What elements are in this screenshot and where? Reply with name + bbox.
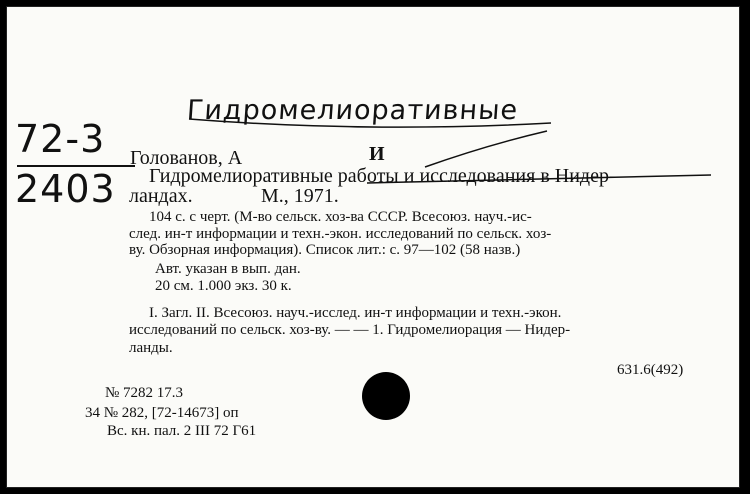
description-line-3: ву. Обзорная информация). Список лит.: с. 97—102 (58 назв.) [129,242,521,258]
title-line-2: ландах. [129,185,193,207]
note-line-1: Авт. указан в вып. дан. [155,261,301,277]
description-line-1: 104 с. с черт. (М-во сельск. хоз-ва СССР. Всесоюз. науч.-ис- [149,209,532,225]
footer-line-1: № 7282 17.3 [105,385,184,401]
title-line-1: Гидромелиоративные работы и исследования в Нидер- [149,165,616,187]
footer-line-3: Вс. кн. пал. 2 III 72 Г61 [107,423,257,439]
footer-line-2: 34 № 282, [72-14673] оп [85,405,239,421]
catalog-card [6,6,740,488]
handwritten-call-number-bottom: 2403 [15,167,116,211]
tracing-line-2: исследований по сельск. хоз-ву. — — 1. Гидромелиорация — Нидер- [129,322,571,338]
author-mark: И [369,143,385,165]
classification-number: 631.6(492) [617,362,684,378]
tracing-line-1: I. Загл. II. Всесоюз. науч.-исслед. ин-т информации и техн.-экон. [149,305,562,321]
note-line-2: 20 см. 1.000 экз. 30 к. [155,278,292,294]
place-year: М., 1971. [261,185,339,207]
author-name: Голованов, А [130,147,243,169]
tracing-line-3: ланды. [129,340,173,356]
description-line-2: след. ин-т информации и техн.-экон. исследований по сельск. хоз- [129,226,552,242]
card-punch-hole [362,372,410,420]
handwritten-subject-heading: Гидромелиоративные [185,95,520,126]
handwritten-call-number-top: 72-3 [15,117,106,161]
